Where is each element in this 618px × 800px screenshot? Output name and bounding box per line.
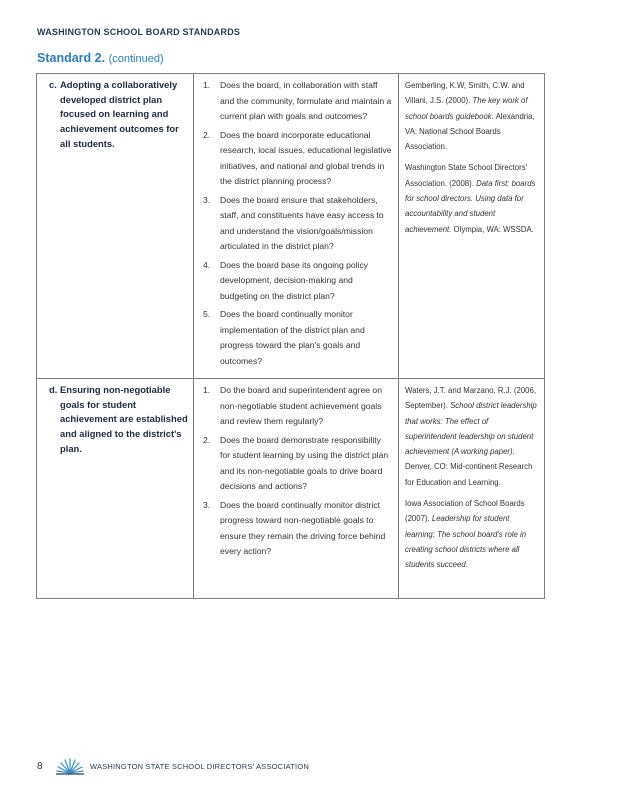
questions-list [194,379,398,569]
standards-table [36,73,545,599]
objective-cell [37,74,194,379]
resource-citation [405,78,538,154]
citation-title: Data first: boards for school directors. Using data for accountability and student achievement. [405,178,536,234]
page-footer [37,756,309,776]
question-number: 5. [203,309,211,319]
citation-text: Gemberling, K.W, Smith, C.W. and Villani, J.S. (2000). [405,81,525,106]
table-row [37,379,545,599]
org-name: WASHINGTON STATE SCHOOL DIRECTORS' ASSOCIATION [90,761,309,771]
page-header: WASHINGTON SCHOOL BOARD STANDARDS [37,27,241,37]
questions-list [194,74,398,378]
list-item [203,498,392,560]
resources-cell [399,379,545,599]
questions-cell [194,74,399,379]
objective-letter: d. [49,384,58,395]
wssda-sunburst-icon [55,756,85,776]
standard-title-main: Standard 2. [37,51,106,65]
question-text: Does the board, in collaboration with staff and the community, formulate and maintain a current plan with goals and outcomes? [220,80,392,121]
list-item [203,128,392,190]
question-number: 1. [203,385,211,395]
objective-cell [37,379,194,599]
questions-cell [194,379,399,599]
citation-text: Iowa Association of School Boards (2007). [405,499,525,524]
citation-title: School district leadership that works: The effect of superintendent leadership on student achievement (A working paper). [405,401,537,457]
resource-citation [405,160,538,236]
standard-title-subtitle: (continued) [108,53,164,65]
resource-citation [405,496,538,572]
citation-publisher: Alexandria, VA: National School Boards Association. [405,111,535,152]
citation-text: Washington State School Directors' Association. (2008). [405,163,528,188]
objective-text: Ensuring non-negotiable goals for student achievement are established and aligned to the district's plan. [60,384,188,454]
question-number: 2. [203,129,211,140]
citation-text: Waters, J.T. and Marzano, R.J. (2006, September). [405,386,537,411]
list-item [203,307,392,369]
question-text: Do the board and superintendent agree on non-negotiable student achievement goals and review them regularly? [220,385,382,426]
question-text: Does the board incorporate educational research, local issues, educational legislative initiatives, and national and global trends in the district planning process? [220,129,392,186]
objective-text: Adopting a collaboratively developed district plan focused on learning and achievement outcomes for all students. [60,79,179,149]
question-text: Does the board demonstrate responsibility for student learning by using the district plan and its non-negotiable goals to drive board decisions and actions? [220,434,389,491]
resources-cell [399,74,545,379]
objective-letter: c. [49,79,57,90]
resource-citation [405,383,538,490]
question-number: 3. [203,499,211,510]
list-item [203,433,392,495]
question-text: Does the board ensure that stakeholders, staff, and constituents have easy access to and understand the vision/goals/mission articulated in the district plan? [220,194,384,251]
question-number: 1. [203,80,211,90]
list-item [203,383,392,430]
question-number: 3. [203,194,211,205]
list-item [203,78,392,125]
page-number: 8 [37,760,43,772]
citation-publisher: Denver, CO: Mid-continent Research for Education and Learning. [405,462,533,487]
table-row [37,74,545,379]
question-text: Does the board continually monitor implementation of the district plan and progress toward the plan's goals and outcomes? [220,309,365,366]
question-text: Does the board base its ongoing policy development, decision-making and budgeting on the district plan? [220,259,369,301]
standard-title [37,51,164,65]
list-item [203,193,392,255]
citation-title: Leadership for student learning: The school board's role in creating school districts where all students succeed. [405,514,527,570]
question-number: 4. [203,259,211,270]
question-text: Does the board continually monitor district progress toward non-negotiable goals to ensure they remain the driving force behind every action? [220,499,386,556]
question-number: 2. [203,434,211,445]
citation-title: The key work of school boards guidebook. [405,96,528,121]
citation-publisher: Olympia, WA: WSSDA. [451,224,534,234]
list-item [203,258,392,305]
